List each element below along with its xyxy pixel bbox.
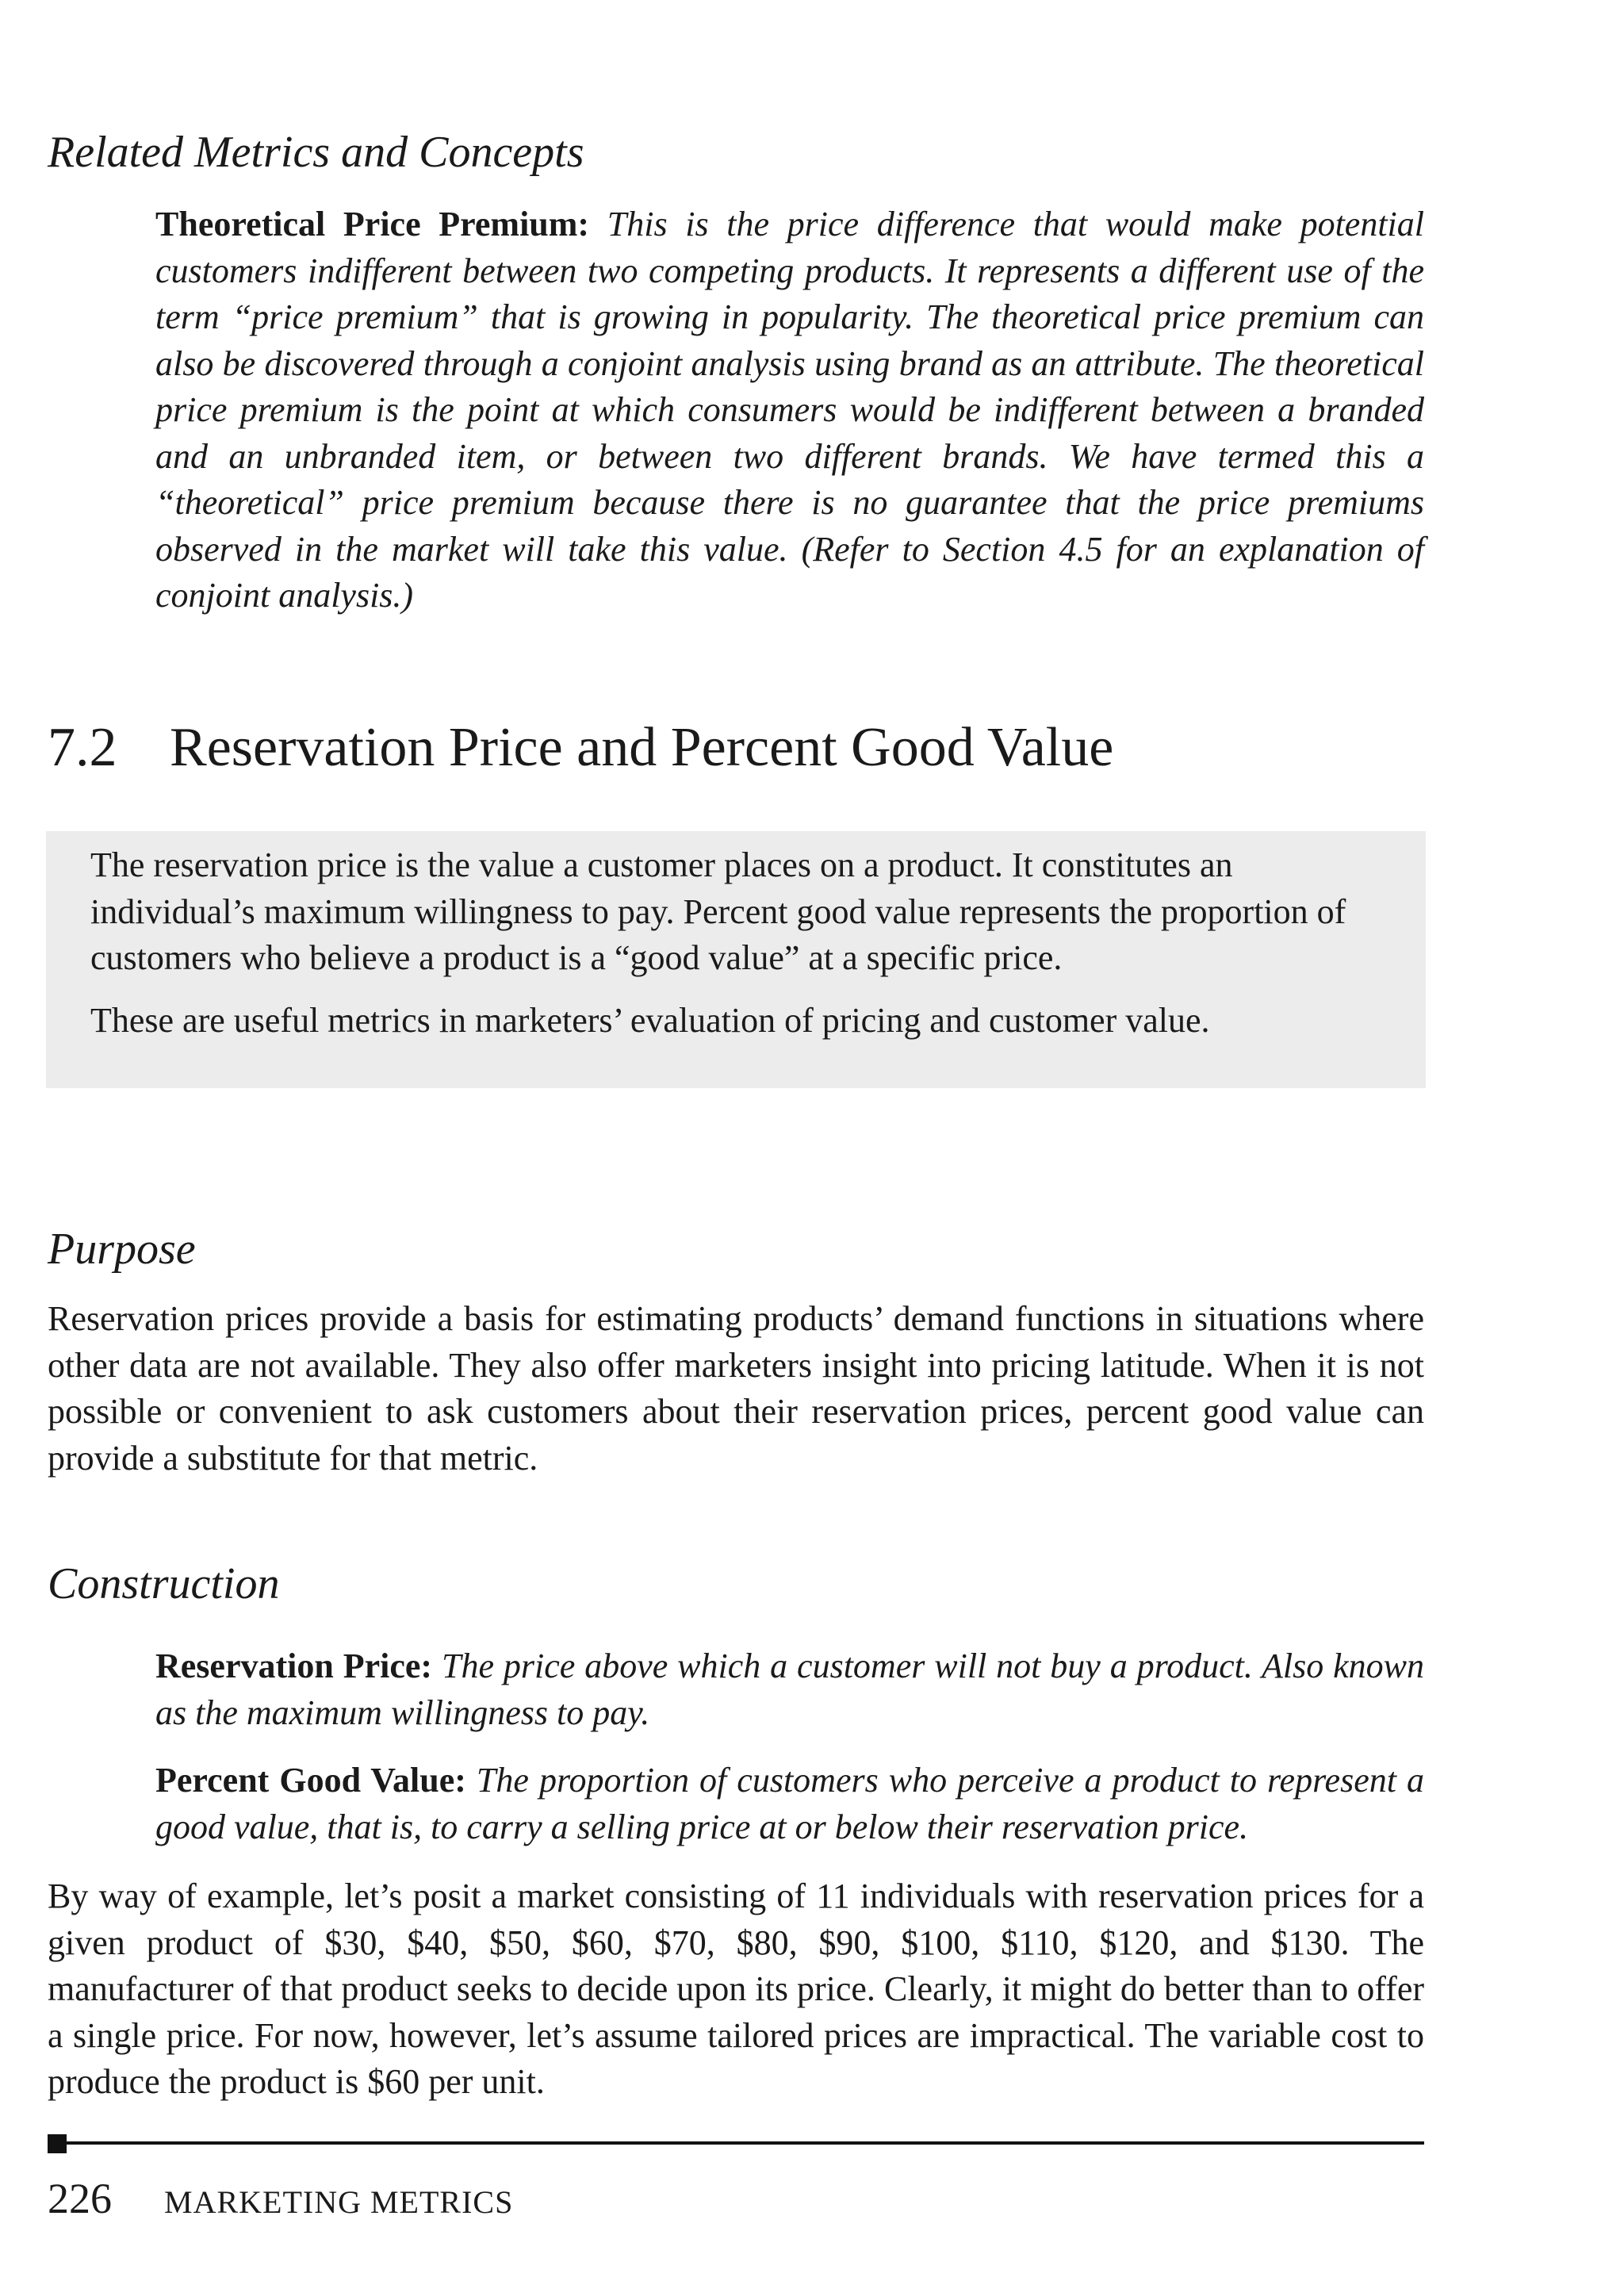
section-number: 7.2 bbox=[48, 717, 117, 778]
definition-text: The proportion of customers who perceive a product to represent a good value, that is, to carry a selling price at or below their reservation price. bbox=[155, 1761, 1424, 1846]
example-paragraph: By way of example, let’s posit a market consisting of 11 individuals with reservation prices for a given product of $30, $40, $50, $60, $70, $80, $90, $100, $110, $120, and $130. The manufacturer of that product seeks to decide upon its price. Clearly, it might do better than to offer a single price. For now, however, let’s assume tailored prices are impractical. The variable cost to produce the product is $60 per unit. bbox=[48, 1877, 1424, 2101]
definition-term: Percent Good Value: bbox=[155, 1761, 466, 1800]
example-body bbox=[48, 1873, 1424, 2106]
purpose-body bbox=[48, 1296, 1424, 1482]
section-title bbox=[48, 714, 1113, 782]
summary-paragraph-2: These are useful metrics in marketers’ evaluation of pricing and customer value. bbox=[90, 1000, 1210, 1040]
related-metrics-heading: Related Metrics and Concepts bbox=[48, 128, 584, 177]
definition-text: The price above which a customer will not buy a product. Also known as the maximum willingness to pay. bbox=[155, 1647, 1424, 1732]
construction-heading: Construction bbox=[48, 1559, 280, 1608]
page-number: 226 bbox=[48, 2175, 112, 2222]
summary-box bbox=[46, 831, 1426, 1088]
definition-text: This is the price difference that would make potential customers indifferent between two competing products. It represents a different use of the term “price premium” that is growing in popularity. The theoretical price premium can also be discovered through a conjoint analysis using brand as an attribute. The theoretical price premium is the point at which consumers would be indifferent between a branded and an unbranded item, or between two different brands. We have termed this a “theoretical” price premium because there is no guarantee that the price premiums observed in the market will take this value. (Refer to Section 4.5 for an explanation of conjoint analysis.) bbox=[155, 205, 1425, 615]
purpose-heading: Purpose bbox=[48, 1225, 196, 1274]
definition-term: Theoretical Price Premium: bbox=[155, 205, 590, 243]
running-title: MARKETING METRICS bbox=[164, 2184, 514, 2220]
definition-term: Reservation Price: bbox=[155, 1647, 433, 1685]
reservation-price-definition bbox=[155, 1643, 1424, 1736]
page-footer bbox=[48, 2173, 513, 2228]
theoretical-price-premium-definition bbox=[155, 201, 1424, 619]
percent-good-value-definition bbox=[155, 1758, 1424, 1850]
section-title-text: Reservation Price and Percent Good Value bbox=[170, 717, 1114, 778]
summary-paragraph-1: The reservation price is the value a customer places on a product. It constitutes an individual’s maximum willingness to pay. Percent good value represents the proportion of customers who believe a product is a “good value” at a specific price. bbox=[90, 845, 1346, 977]
footer-square-marker bbox=[48, 2134, 67, 2153]
footer-rule bbox=[65, 2141, 1424, 2145]
purpose-paragraph: Reservation prices provide a basis for estimating products’ demand functions in situations where other data are not available. They also offer marketers insight into pricing latitude. When it is not possible or convenient to ask customers about their reservation prices, percent good value can provide a substitute for that metric. bbox=[48, 1299, 1424, 1478]
